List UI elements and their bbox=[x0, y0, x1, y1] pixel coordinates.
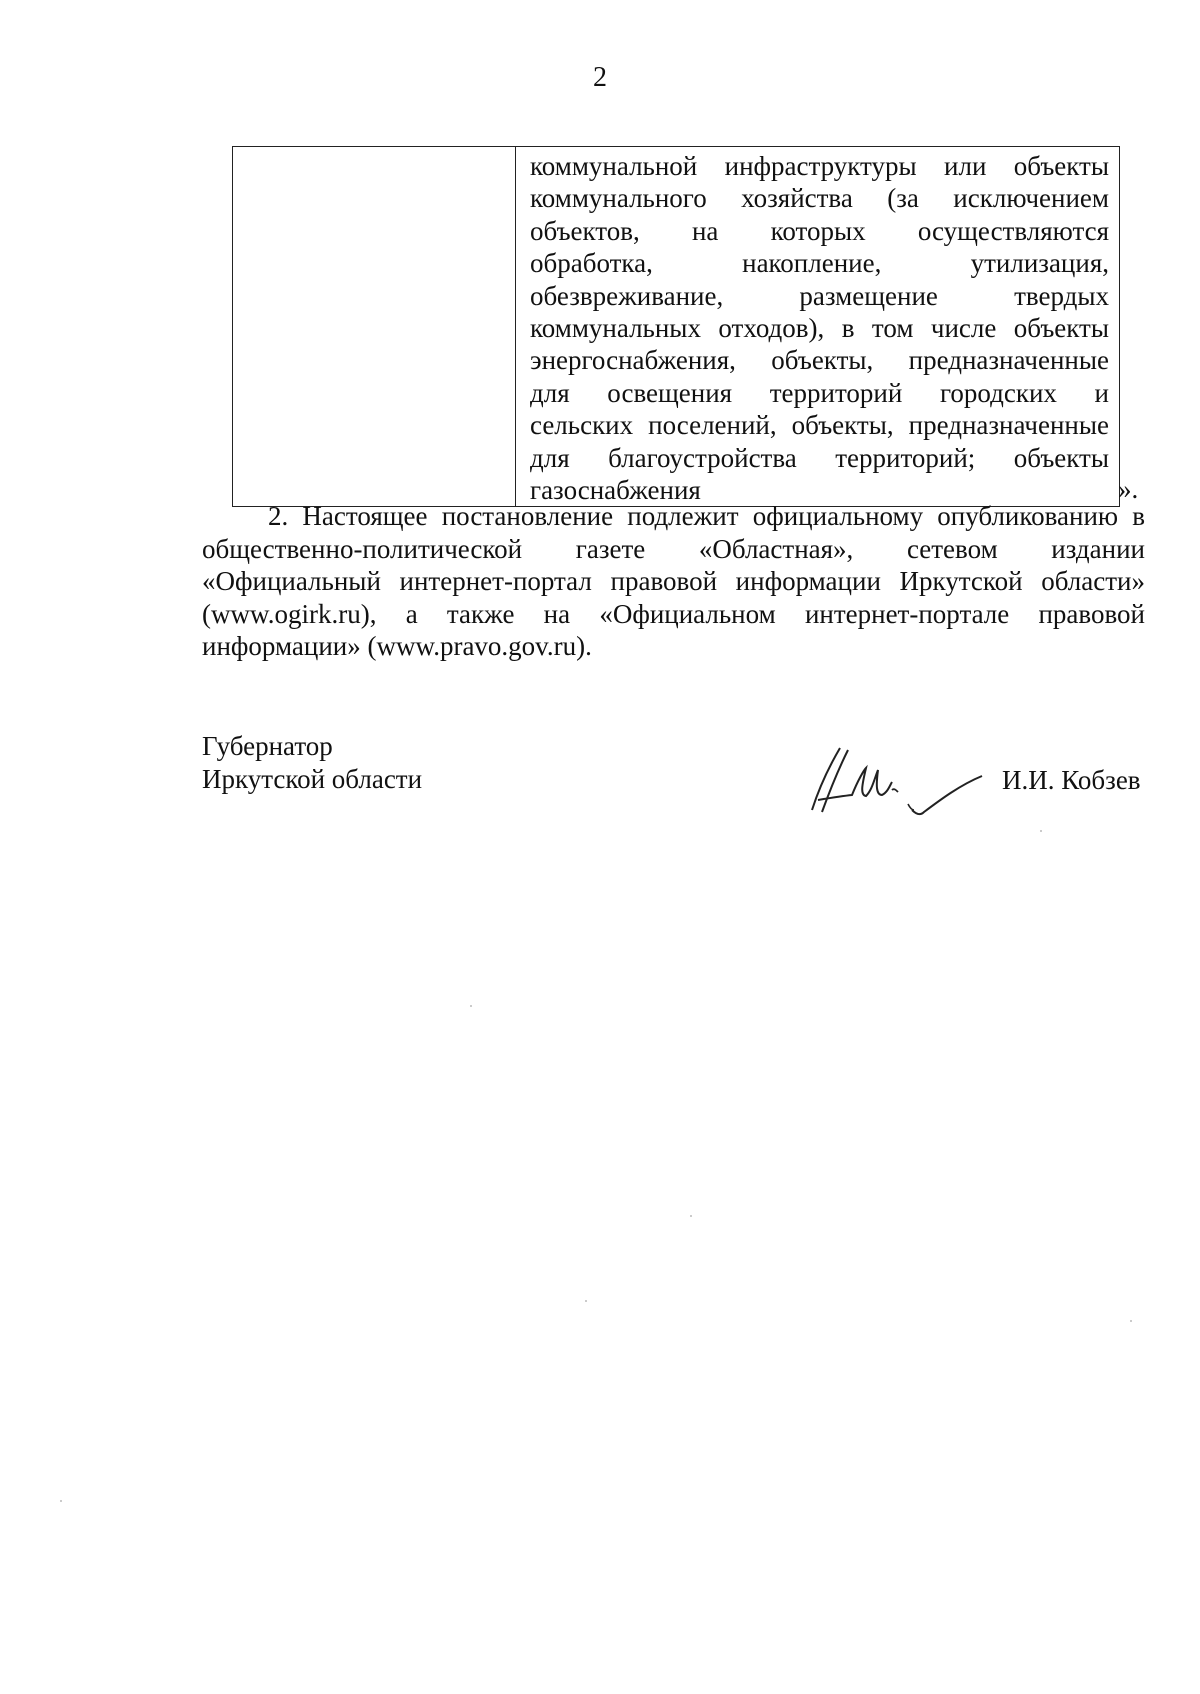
paragraph-line: 2. Настоящее постановление подлежит официальному опубликованию в bbox=[268, 501, 1145, 531]
continuation-table bbox=[232, 146, 1107, 507]
paragraph-line: «Официальный интернет-портал правовой информации Иркутской области» bbox=[202, 566, 1145, 596]
scan-speck bbox=[60, 1500, 62, 1502]
paragraph-line: информации» (www.pravo.gov.ru). bbox=[202, 631, 592, 661]
table-row bbox=[233, 147, 1120, 507]
table-cell-empty bbox=[233, 147, 516, 507]
cell-line: коммунальной инфраструктуры или объекты bbox=[530, 151, 1109, 181]
table-cell-text bbox=[516, 147, 1120, 507]
cell-line: обезвреживание, размещение твердых bbox=[530, 280, 1109, 311]
cell-line: сельских поселений, объекты, предназначенные bbox=[530, 410, 1109, 441]
paragraph-line: общественно-политической газете «Областная», сетевом издании bbox=[202, 533, 1145, 564]
cell-line: объектов, на которых осуществляются bbox=[530, 215, 1109, 246]
page-number: 2 bbox=[593, 62, 607, 93]
cell-line: для благоустройства территорий; объекты bbox=[530, 442, 1109, 473]
closing-quote: ». bbox=[1118, 474, 1139, 504]
cell-text-block bbox=[516, 147, 1119, 506]
cell-line: коммунального хозяйства (за исключением bbox=[530, 183, 1109, 214]
scan-speck bbox=[1130, 1320, 1132, 1322]
cell-line: для освещения территорий городских и bbox=[530, 377, 1109, 408]
scan-speck bbox=[1040, 830, 1042, 832]
cell-line: газоснабжения bbox=[530, 475, 701, 506]
scan-speck bbox=[470, 1005, 472, 1007]
signatory-name: И.И. Кобзев bbox=[1002, 765, 1141, 795]
paragraph-line: (www.ogirk.ru), а также на «Официальном интернет-портале правовой bbox=[202, 598, 1145, 629]
signatory-title bbox=[202, 730, 422, 795]
cell-line: энергоснабжения, объекты, предназначенные bbox=[530, 345, 1109, 376]
signatory-title-line: Губернатор bbox=[202, 731, 333, 761]
table bbox=[232, 146, 1120, 507]
scan-speck bbox=[585, 1300, 587, 1302]
cell-line: коммунальных отходов), в том числе объекты bbox=[530, 313, 1109, 344]
publication-paragraph bbox=[202, 500, 1145, 663]
cell-line: обработка, накопление, утилизация, bbox=[530, 248, 1109, 279]
signatory-title-line: Иркутской области bbox=[202, 763, 423, 794]
handwritten-signature bbox=[800, 740, 990, 830]
scan-speck bbox=[690, 1215, 692, 1217]
